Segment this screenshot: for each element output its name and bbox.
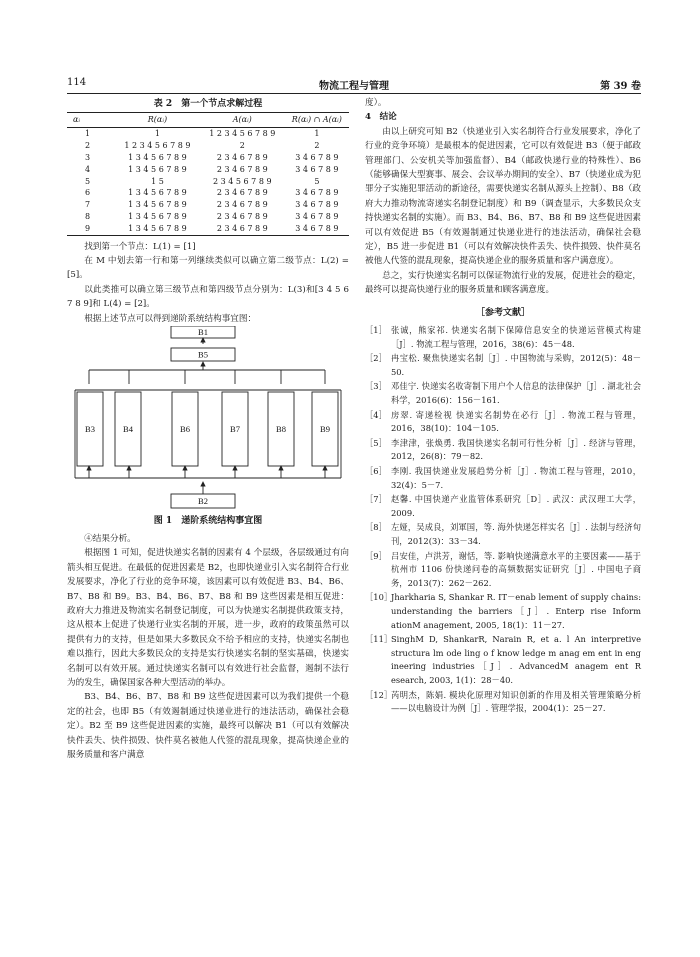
reference-item [365,689,641,716]
table-cell: 3 4 6 7 8 9 [285,223,349,235]
table-cell: 2 [85,141,91,151]
reference-number: ［8］ [365,522,387,533]
volume-label: 第 39 卷 [600,81,641,92]
table-cell: 2 3 4 6 7 8 9 [200,223,285,235]
table-row [67,187,349,199]
reference-number: ［7］ [365,494,387,505]
reference-item [365,437,641,464]
reference-number: ［10］ [365,592,393,603]
table-cell: 3 4 6 7 8 9 [295,211,339,221]
reference-number: ［6］ [365,466,387,477]
reference-text: 李刚. 我国快递业发展趋势分析［J］. 物流工程与管理，2010，32(4)：5－7. [391,466,641,490]
table-cell: 1 2 3 4 5 6 7 8 9 [124,141,191,151]
reference-item [365,324,641,351]
table-cell: 1 [314,129,320,139]
table-cell: 9 [67,223,115,235]
table-cell: 2 3 4 6 7 8 9 [216,200,268,210]
reference-text: 房翠. 寄递检视 快递实名制势在必行［J］. 物流工程与管理，2016，38(10)：104－105. [391,409,641,434]
table-header-antecedent: A(αᵢ) [200,113,285,128]
table-cell: 6 [85,188,91,198]
hierarchy-diagram [67,326,349,532]
reference-text: 芮明杰，陈娟. 模块化原理对知识创新的作用及相关管理策略分析——以电脑设计为例［J］. 管理学报，2004(1)：25－27. [391,689,641,714]
paragraph: B3、B4、B6、B7、B8 和 B9 这些促进因素可以为我们提供一个稳定的社会，也即 B5（有效遏制通过快递业进行的违法活动，确保社会稳定）。B2 至 B9 这些促进因素的实施，最终可以解决 B1（可以有效解决快件丢失、快件损毁、快件莫名被他人代签的混乱现象，提高快递企业的服务质量和客户满意 [67,692,349,761]
table-cell: 5 [85,176,91,186]
table-cell: 1 5 [151,176,164,186]
reference-number: ［11］ [365,634,393,645]
section-heading: 4 结论 [365,112,397,123]
label-b4: B4 [123,424,133,435]
table-cell: 3 4 6 7 8 9 [295,188,339,198]
hierarchy-figure [67,326,349,532]
reference-text: 冉宝松. 聚焦快递实名制［J］. 中国物流与采购，2012(5)：48－50. [391,353,641,377]
reference-number: ［2］ [365,353,387,364]
paragraph: 总之，实行快递实名制可以保证物流行业的发展，促进社会的稳定，最终可以提高快递行业的服务质量和顾客满意度。 [365,270,641,296]
table-cell: 1 3 4 5 6 7 8 9 [128,164,187,174]
reference-item [365,591,641,632]
page-number: 114 [67,77,87,88]
table-row [67,164,349,176]
reference-number: ［4］ [365,409,387,420]
reference-item [365,550,641,591]
reference-list [365,324,641,716]
paragraph: 根据图 1 可知，促进快递实名制的因素有 4 个层级，各层级通过有向箭头相互促进。在最低的促进因素是 B2，也即快递业引入实名制符合行业发展要求，净化了行业的竞争环境，该因素可以有效促进 B3、B4、B6、B7、B8 和 B9。B3、B4、B6、B7、B8 和 B9 这些因素是相互促进：政府大力推进及物流实名制登记制度，可以为快递实名制提供政策支持，这从根本上促进了快递行业实名制的开展，进一步，政府的政策虽然可以提供有力的支持，但是如果大多数民众不给予相应的支持，快递实名制也难以推行，因此大多数民众的支持是实行快递实名制的坚实基础，快递实名制可以有效开展。通过快递实名制可以有效进行社会监督，遏制不法行为的发生，确保国家各种大型活动的举办。 [67,548,349,689]
reference-item [365,380,641,407]
table-cell: 8 [85,211,91,221]
reference-number: ［12］ [365,689,393,700]
paragraph: ④结果分析。 [84,534,136,545]
table-cell: 2 3 4 6 7 8 9 [216,211,268,221]
header-rule [67,93,641,94]
table-cell: 1 [85,129,91,139]
label-b3: B3 [85,424,95,435]
table-cell: 1 3 4 5 6 7 8 9 [128,200,187,210]
paragraph: 以此类推可以确立第三级节点和第四级节点分别为：L(3)和[3 4 5 6 7 8 9]和 L(4) = [2]。 [67,284,349,310]
table-cell: 3 [85,153,91,162]
paragraph: 根据上述节点可以得到递阶系统结构事宜图： [84,313,257,324]
table-row [67,128,349,140]
table-cell: 2 3 4 6 7 8 9 [216,164,268,174]
reference-number: ［3］ [365,381,387,392]
table-row [67,199,349,211]
table-row [67,152,349,164]
references-heading: ［参考文献］ [475,307,530,318]
label-b8: B8 [276,424,286,435]
paragraph: 度）。 [365,98,387,108]
reference-text: 张诚，熊家祁. 快递实名制下保障信息安全的快递运营模式构建［J］. 物流工程与管理，2016，38(6)：45－48. [391,325,641,349]
label-b9: B9 [320,424,330,435]
table-cell: 4 [85,164,91,174]
table-cell: 1 3 4 5 6 7 8 9 [128,188,187,198]
label-b2: B2 [198,496,208,507]
reference-text: SinghM D, ShankarR, Narain R, et a. l An interpretive structura lm ode ling o f know ledge m anag em ent in eng ineering industries［J］. AdvancedM anagem ent R esearch, 2003, 1(1)：28－40. [391,634,641,685]
table-cell: 1 3 4 5 6 7 8 9 [128,211,187,221]
reference-text: 李津津，张焕勇. 我国快递实名制可行性分析［J］. 经济与管理，2012，26(8)：79－82. [391,437,641,462]
reference-text: 邓佳宁. 快递实名收寄制下用户个人信息的法律保护［J］. 湖北社会科学，2016(6)：156－161. [391,381,641,406]
table-row [67,176,349,188]
table-cell: 7 [85,200,91,210]
table-cell: 2 [314,141,320,151]
reference-number: ［5］ [365,437,387,448]
table-cell: 1 2 3 4 5 6 7 8 9 [209,129,276,139]
paragraph: 由以上研究可知 B2（快递业引入实名制符合行业发展要求，净化了行业的竞争环境）是最根本的促进因素，它可以有效促进 B3（便于邮政管理部门、公安机关等加强监督）、B4（邮政快递行业的特殊性）、B6（能够确保大型赛事、展会、会议举办期间的安全）、B7（快递业成为犯罪分子实施犯罪活动的新途径，需要快递实名制从源头上控制）、B8（政府大力推动物流寄递实名制登记制度）和 B9（调查显示，大多数民众支持快递实名制的实施）。而 B3、B4、B6、B7、B8 和 B9 这些促进因素可以有效促进 B5（有效遏制通过快递业进行的违法活动，确保社会稳定），B5 进一步促进 B1（可以有效解决快件丢失、快件损毁、快件莫名被他人代签的混乱现象，提高快递企业的服务质量和客户满意度）。 [365,126,641,267]
reference-number: ［9］ [365,550,387,561]
reference-number: ［1］ [365,325,387,336]
table-cell: 2 [239,141,245,151]
paragraph: 找到第一个节点：L(1) = [1] [84,241,196,252]
table-cell: 1 [154,129,160,139]
table-cell: 1 3 4 5 6 7 8 9 [128,153,187,162]
reference-item [365,409,641,436]
reference-item [365,352,641,379]
figure-caption: 图 1 递阶系统结构事宜图 [153,516,263,527]
running-header [67,77,641,93]
reference-text: Jharkharia S, Shankar R. IT－enab lement of supply chains: understanding the barriers［J］. Enterp rise Inform ationM anagement, 2005, 18(1)：11－27. [391,592,641,630]
paragraph: 在 M 中划去第一行和第一列继续类似可以确立第二级节点：L(2) = [5]。 [67,255,349,281]
reference-item [365,521,641,548]
table-cell: 3 4 6 7 8 9 [295,153,339,162]
label-b1: B1 [198,327,208,338]
table-cell: 2 3 4 5 6 7 8 9 [213,176,272,186]
reference-text: 吕安佳，卢洪芳，谢恬，等. 影响快递满意水平的主要因素——基于杭州市 1106 份快递问卷的高频数据实证研究［J］. 中国电子商务，2013(7)：262－262. [391,550,641,588]
table-row [67,223,349,235]
reference-item [365,493,641,520]
label-b5: B5 [198,349,208,360]
reference-item [365,465,641,492]
table-cell: 3 4 6 7 8 9 [295,200,339,210]
table-header-alpha: αᵢ [67,113,115,128]
table-row [67,211,349,223]
journal-title: 物流工程与管理 [319,81,389,92]
table-cell: 2 3 4 6 7 8 9 [216,188,268,198]
table-cell: 3 4 6 7 8 9 [295,164,339,174]
table-cell: 5 [314,176,320,186]
table-header-intersection: R(αᵢ) ∩ A(αᵢ) [285,113,349,128]
table-cell: 2 3 4 6 7 8 9 [216,153,268,162]
label-b7: B7 [230,424,240,435]
reference-text: 赵馨. 中国快递产业监管体系研究［D］. 武汉：武汉理工大学，2009. [391,494,641,518]
table-caption: 表 2 第一个节点求解过程 [153,99,263,109]
left-column [67,96,349,763]
table-header-reach: R(αᵢ) [115,113,200,128]
table-cell: 1 3 4 5 6 7 8 9 [115,223,200,235]
right-column [365,96,641,717]
label-b6: B6 [180,424,190,435]
table-row [67,140,349,152]
node-solution-table [67,112,349,236]
reference-item [365,633,641,687]
reference-text: 左娅，吴成良，刘軍国，等. 海外快递怎样实名［J］. 法制与经济旬刊，2012(3)：33－34. [391,522,641,546]
